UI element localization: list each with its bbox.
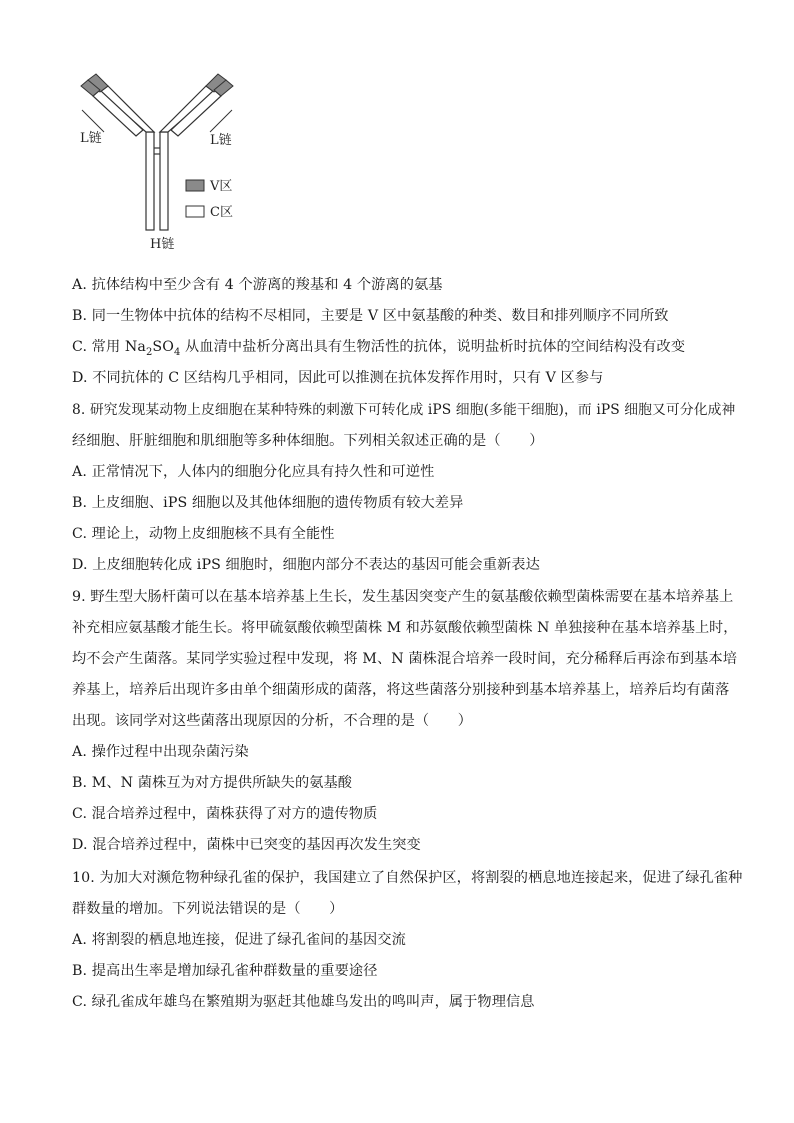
- v-region-legend-swatch: [186, 180, 204, 191]
- q9-stem-line-2: 补充相应氨基酸才能生长。将甲硫氨酸依赖型菌株 M 和苏氨酸依赖型菌株 N 单独接种在基本培养基上时，: [72, 620, 738, 636]
- q10-option-b: B. 提高出生率是增加绿孔雀种群数量的重要途径: [72, 963, 378, 979]
- q10-option-a: A. 将割裂的栖息地连接，促进了绿孔雀间的基因交流: [72, 932, 406, 948]
- q9-stem-line-4: 养基上，培养后出现许多由单个细菌形成的菌落，将这些菌落分别接种到基本培养基上，培养后均有菌落: [72, 682, 730, 698]
- q8-option-b: B. 上皮细胞、iPS 细胞以及其他体细胞的遗传物质有较大差异: [72, 495, 464, 511]
- q7-option-c-pre: C. 常用: [72, 339, 125, 355]
- q9-stem-line-3: 均不会产生菌落。某同学实验过程中发现，将 M、N 菌株混合培养一段时间，充分稀释后再涂布到基本培: [72, 651, 738, 667]
- q9-option-d: D. 混合培养过程中，菌株中已突变的基因再次发生突变: [72, 837, 421, 853]
- q10-stem-line-2: 群数量的增加。下列说法错误的是（ ）: [72, 901, 344, 917]
- q7-option-d: D. 不同抗体的 C 区结构几乎相同，因此可以推测在抗体发挥作用时，只有 V 区参与: [72, 370, 604, 386]
- v-region-legend-label: V区: [210, 179, 233, 194]
- antibody-structure-figure: [60, 70, 280, 260]
- chemical-sub-2: 2: [145, 346, 153, 358]
- q9-option-a: A. 操作过程中出现杂菌污染: [72, 744, 249, 760]
- q10-stem-line-1: 10. 为加大对濒危物种绿孔雀的保护，我国建立了自然保护区，将割裂的栖息地连接起来，促进了绿孔雀种: [72, 870, 743, 886]
- l-chain-right-label: L链: [210, 133, 232, 148]
- h-chain-label: H链: [150, 237, 175, 252]
- chemical-na: Na: [124, 339, 146, 355]
- c-region-legend-label: C区: [210, 205, 233, 220]
- l-chain-left-label: L链: [80, 131, 102, 146]
- q9-stem-line-1: 9. 野生型大肠杆菌可以在基本培养基上生长，发生基因突变产生的氨基酸依赖型菌株需要在基本培养基上: [72, 589, 734, 605]
- q7-option-c: [72, 337, 685, 363]
- chemical-sub-4: 4: [173, 346, 181, 358]
- q8-stem-line-1: 8. 研究发现某动物上皮细胞在某种特殊的刺激下可转化成 iPS 细胞(多能干细胞)，而 iPS 细胞又可分化成神: [72, 402, 736, 418]
- chemical-so: SO: [152, 339, 174, 355]
- q7-option-a: A. 抗体结构中至少含有 4 个游离的羧基和 4 个游离的氨基: [72, 277, 443, 293]
- q9-stem-line-5: 出现。该同学对这些菌落出现原因的分析，不合理的是（ ）: [72, 713, 473, 729]
- q7-option-c-post: 从血清中盐析分离出具有生物活性的抗体，说明盐析时抗体的空间结构没有改变: [180, 339, 686, 355]
- q7-option-b: B. 同一生物体中抗体的结构不尽相同，主要是 V 区中氨基酸的种类、数目和排列顺序不同所致: [72, 308, 669, 324]
- q10-option-c: C. 绿孔雀成年雄鸟在繁殖期为驱赶其他雄鸟发出的鸣叫声，属于物理信息: [72, 994, 535, 1010]
- q8-option-d: D. 上皮细胞转化成 iPS 细胞时，细胞内部分不表达的基因可能会重新表达: [72, 557, 540, 573]
- q9-option-c: C. 混合培养过程中，菌株获得了对方的遗传物质: [72, 806, 378, 822]
- c-region-legend-swatch: [186, 206, 204, 217]
- q8-option-a: A. 正常情况下，人体内的细胞分化应具有持久性和可逆性: [72, 464, 435, 480]
- q9-option-b: B. M、N 菌株互为对方提供所缺失的氨基酸: [72, 775, 353, 791]
- q8-stem-line-2: 经细胞、肝脏细胞和肌细胞等多种体细胞。下列相关叙述正确的是（ ）: [72, 433, 544, 449]
- q8-option-c: C. 理论上，动物上皮细胞核不具有全能性: [72, 526, 335, 542]
